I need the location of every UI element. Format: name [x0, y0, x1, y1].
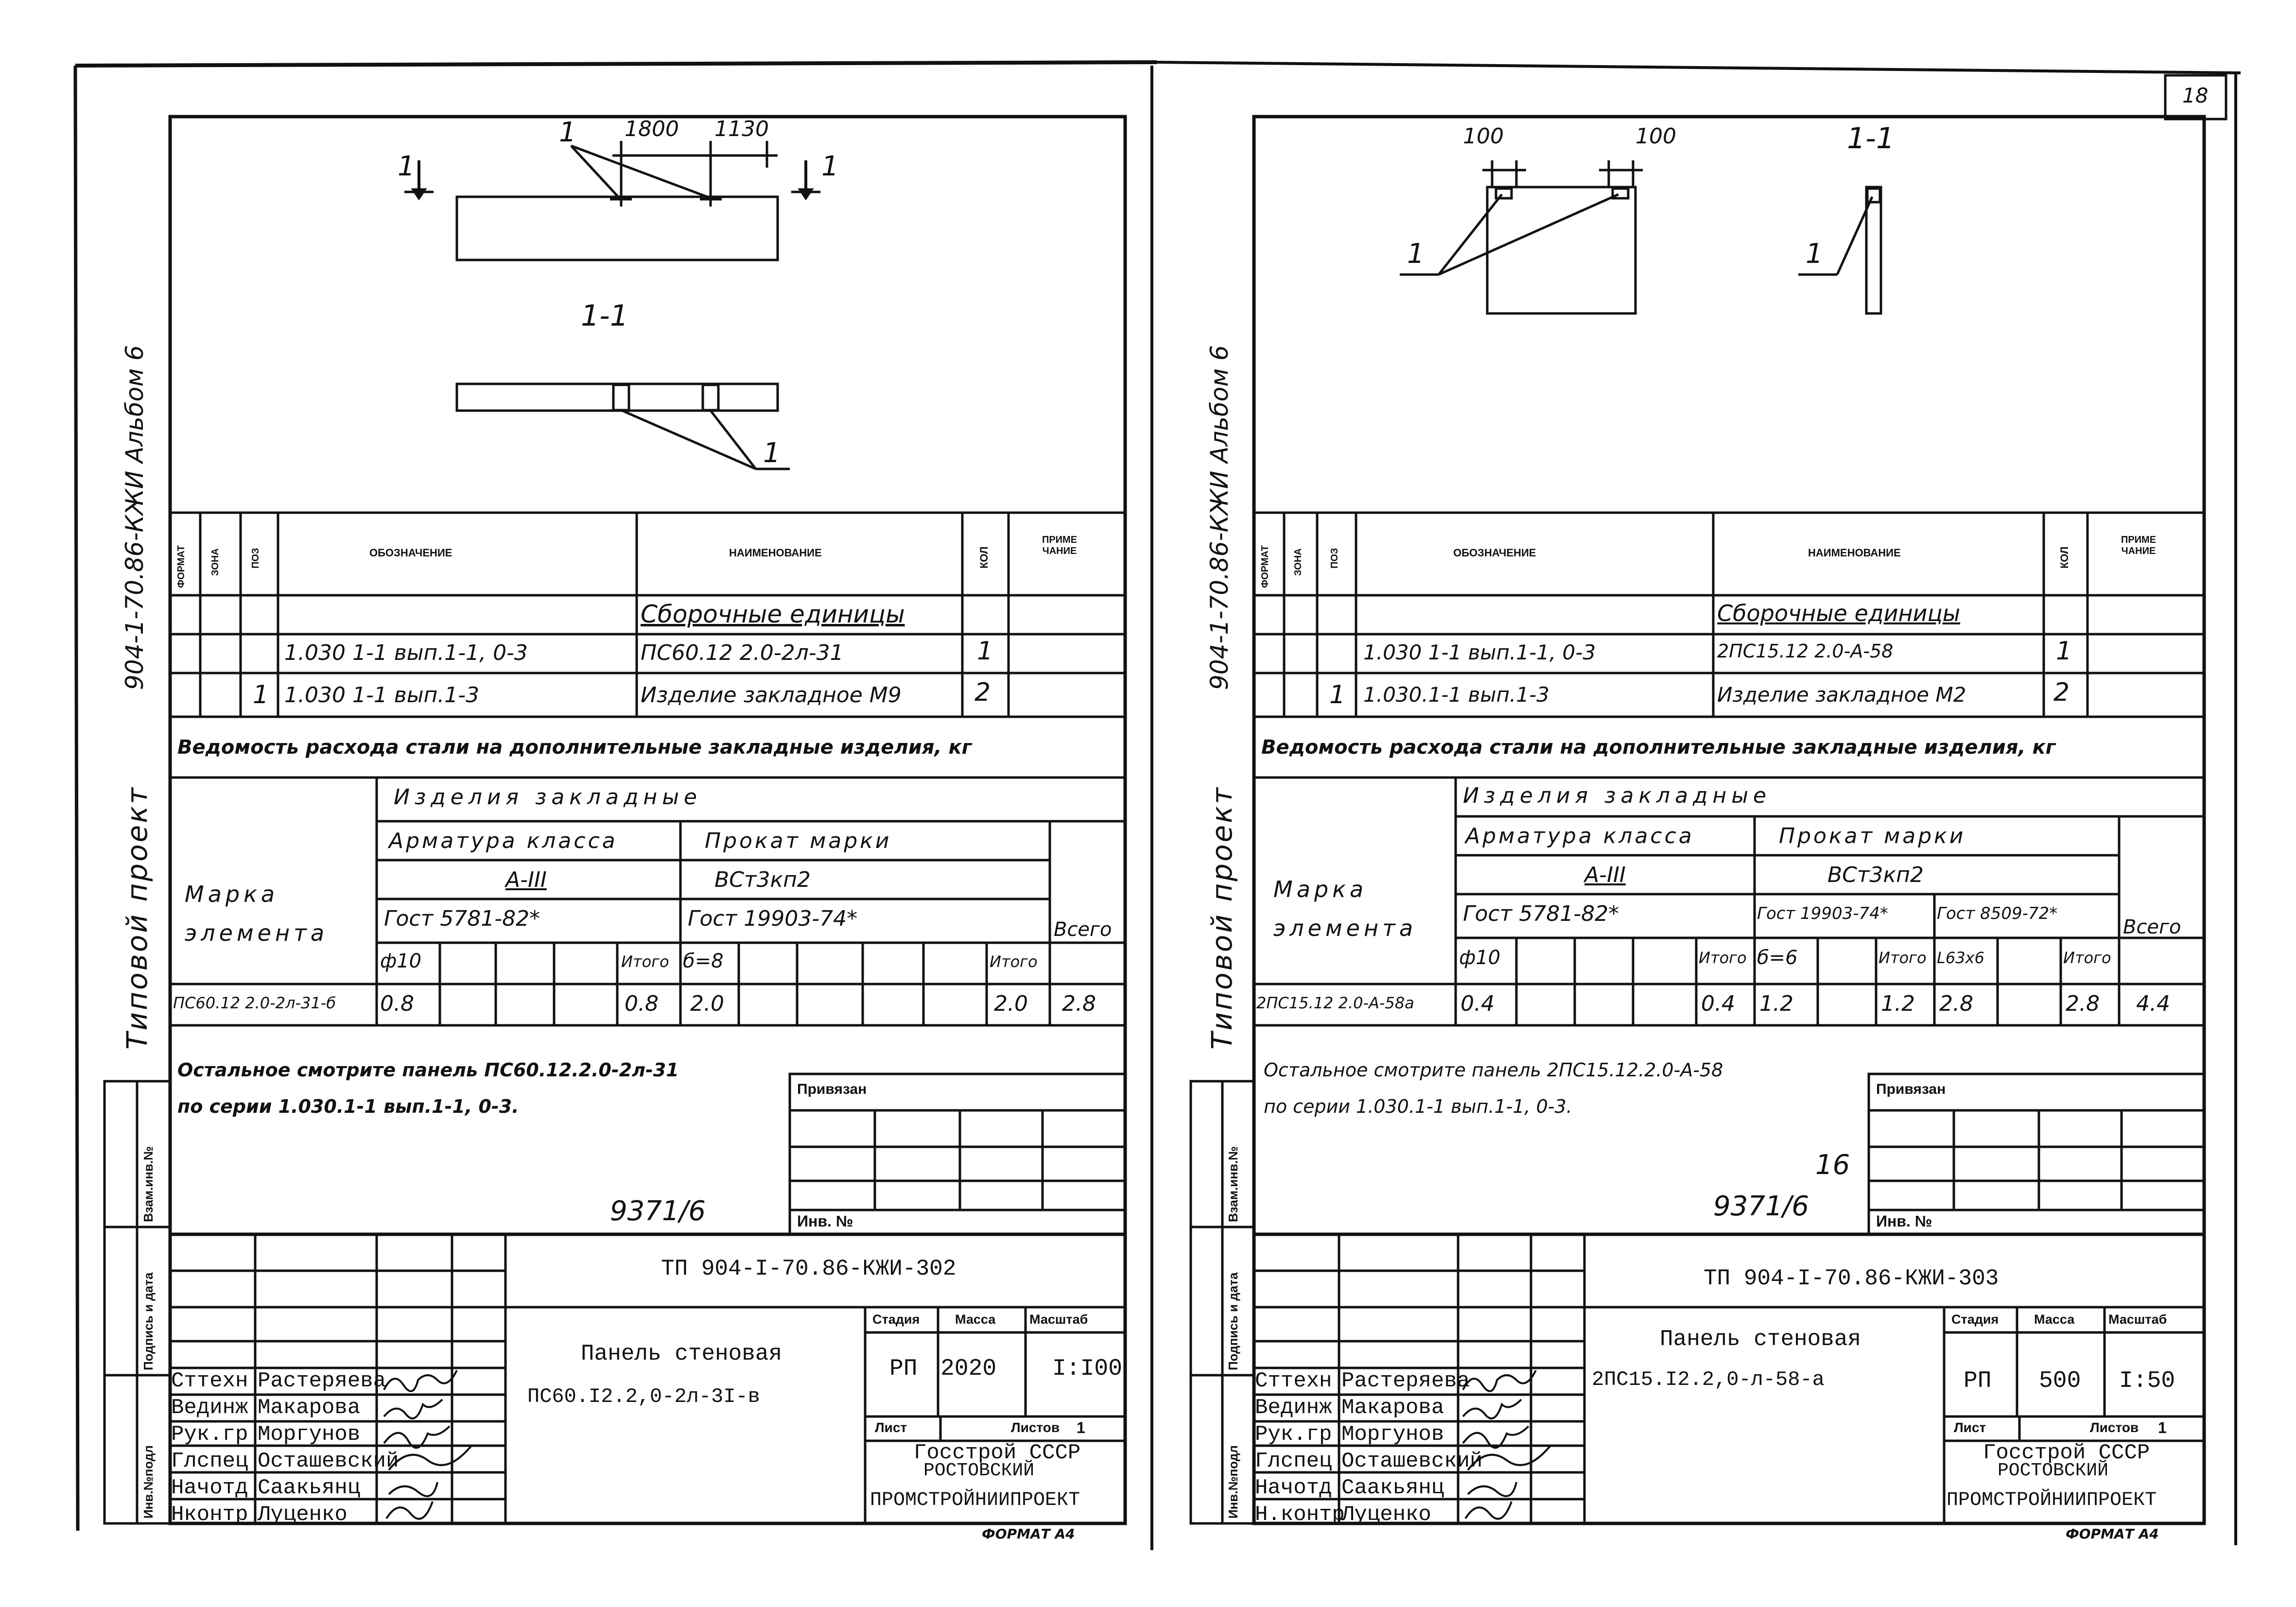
sheets-count-label: Листов: [1011, 1420, 1060, 1435]
extra-number: 16: [1815, 1149, 1850, 1181]
name: Луценко: [258, 1503, 348, 1527]
steel-mark-label: Марка элемента: [1273, 876, 1417, 941]
sheets-count: 1: [2158, 1419, 2167, 1436]
note-line-2: по серии 1.030.1-1 вып.1-1, 0-3.: [1264, 1096, 1572, 1117]
steel-sub-header: L63х6: [1937, 949, 1984, 967]
scale-header: Масштаб: [1029, 1312, 1088, 1327]
name: Осташевский: [1341, 1449, 1483, 1473]
name: Моргунов: [1341, 1422, 1444, 1447]
section-mark-right: 1: [821, 151, 839, 182]
steel-row-total: 2.8: [1062, 991, 1096, 1016]
spec-row-qty: 2: [974, 678, 991, 707]
spec-header-qty: КОЛ: [2058, 546, 2070, 569]
name: Осташевский: [258, 1449, 399, 1473]
steel-sub-header: Итого: [1879, 949, 1927, 967]
steel-row-mark: ПС60.12 2.0-2л-31-б: [173, 994, 336, 1012]
role: Н.контр: [1255, 1503, 1345, 1527]
steel-sub-header: б=8: [683, 950, 724, 972]
role: Рук.гр: [1255, 1422, 1332, 1447]
scale-value: I:50: [2119, 1368, 2175, 1394]
steel-rolled-label: Прокат марки: [705, 829, 892, 853]
role: Сттехн: [171, 1369, 248, 1393]
role: Глспец: [171, 1449, 248, 1473]
steel-row-value: 1.2: [1881, 991, 1915, 1016]
spec-row-pos: 1: [253, 680, 269, 709]
mass-header: Масса: [955, 1312, 996, 1327]
callout-elevation: 1: [559, 117, 576, 148]
sheet-label: Лист: [1954, 1420, 1986, 1435]
role: Глспец: [1255, 1449, 1332, 1473]
steel-rolled-grade: ВСт3кп2: [1827, 863, 1924, 887]
steel-row-total: 4.4: [2136, 991, 2170, 1016]
steel-sub-header: ф10: [1459, 947, 1501, 969]
product-mark: ПС60.I2.2,0-2л-3I-в: [527, 1385, 760, 1408]
steel-armature-class: А-III: [1584, 863, 1626, 887]
personnel-names: [1341, 1368, 1482, 1528]
section-title: 1-1: [581, 299, 628, 333]
steel-armature-gost: Гост 5781-82*: [384, 906, 540, 931]
spec-row-qty: 1: [2056, 637, 2072, 666]
org-line-3: ПРОМСТРОЙНИИПРОЕКТ: [1947, 1489, 2157, 1511]
bound-label: Привязан: [1876, 1081, 1946, 1097]
product-title: Панель стеновая: [581, 1341, 783, 1366]
personnel-roles: [1255, 1368, 1345, 1528]
role: Рук.гр: [171, 1422, 248, 1447]
steel-row-value: 2.0: [994, 991, 1028, 1016]
steel-total-label: Всего: [2123, 916, 2181, 938]
archive-number: 9371/6: [610, 1195, 706, 1227]
steel-rolled-grade: ВСт3кп2: [714, 867, 811, 892]
steel-row-value: 2.8: [1939, 991, 1973, 1016]
org-line-2: РОСТОВСКИЙ: [923, 1460, 1035, 1481]
org-line-1: Госстрой СССР: [914, 1441, 1081, 1465]
name: Макарова: [258, 1396, 361, 1420]
spec-header-name: НАИМЕНОВАНИЕ: [729, 547, 822, 559]
side-strip-label-replace: Взам.инв.№: [1226, 1146, 1240, 1222]
stage-value: РП: [889, 1356, 918, 1382]
steel-statement-title: Ведомость расхода стали на дополнительные закладные изделия, кг: [1261, 736, 2056, 759]
spec-row-qty: 1: [977, 637, 993, 666]
spec-header-designation: ОБОЗНАЧЕНИЕ: [369, 547, 452, 559]
spec-header-zone: ЗОНА: [210, 548, 221, 576]
dimension-1130: 1130: [714, 117, 769, 141]
steel-sub-header: Итого: [1699, 949, 1747, 967]
callout-elevation: 1: [1407, 238, 1425, 270]
personnel-roles: [171, 1368, 248, 1528]
side-project-label: Типовой проект: [121, 785, 154, 1050]
steel-sub-header: б=6: [1757, 947, 1798, 969]
side-strip-label-sign: Подпись и дата: [141, 1272, 156, 1370]
side-album-label: 904-1-70.86-КЖИ Альбом 6: [1205, 345, 1234, 690]
steel-rolled-gost-2: Гост 8509-72*: [1937, 904, 2058, 923]
note-line-1: Остальное смотрите панель ПС60.12.2.0-2л-31: [177, 1059, 679, 1081]
spec-header-format: ФОРМАТ: [1260, 545, 1270, 588]
side-project-label: Типовой проект: [1205, 785, 1238, 1050]
steel-rolled-gost: Гост 19903-74*: [1757, 904, 1888, 923]
steel-row-value: 0.8: [625, 991, 659, 1016]
format-label: ФОРМАТ А4: [2066, 1526, 2159, 1542]
steel-sub-header: Итого: [990, 952, 1038, 971]
product-mark: 2ПС15.I2.2,0-л-58-а: [1592, 1368, 1825, 1391]
stage-value: РП: [1964, 1368, 1992, 1394]
name: Саакьянц: [258, 1476, 361, 1500]
name: Саакьянц: [1341, 1476, 1444, 1500]
spec-header-format: ФОРМАТ: [176, 545, 187, 588]
spec-row-name: Изделие закладное М9: [641, 683, 902, 708]
side-strip-label-inv: Инв.№подл: [141, 1445, 156, 1519]
callout-section: 1: [1806, 238, 1823, 270]
spec-row-designation: 1.030.1-1 вып.1-3: [1363, 683, 1549, 707]
name: Растеряева: [258, 1369, 386, 1393]
spec-row-designation: 1.030 1-1 вып.1-1, 0-3: [1363, 640, 1596, 664]
sheets-count-label: Листов: [2090, 1420, 2139, 1435]
steel-mark-label: Марка элемента: [185, 881, 329, 946]
stage-header: Стадия: [1951, 1312, 1999, 1327]
dimension-100-right: 100: [1635, 124, 1676, 149]
steel-armature-gost: Гост 5781-82*: [1463, 901, 1619, 926]
note-line-1: Остальное смотрите панель 2ПС15.12.2.0-А-58: [1264, 1059, 1723, 1081]
spec-header-designation: ОБОЗНАЧЕНИЕ: [1453, 547, 1536, 559]
name: Макарова: [1341, 1396, 1444, 1420]
steel-rolled-label: Прокат марки: [1779, 824, 1966, 848]
sheet-label: Лист: [875, 1420, 907, 1435]
product-title: Панель стеновая: [1660, 1327, 1861, 1352]
dimension-100-left: 100: [1463, 124, 1504, 149]
spec-row-designation: 1.030 1-1 вып.1-1, 0-3: [284, 640, 528, 665]
section-mark-left: 1: [398, 151, 415, 182]
mass-value: 500: [2039, 1368, 2081, 1394]
callout-section: 1: [763, 437, 781, 469]
steel-sub-header: ф10: [380, 950, 422, 972]
role: Начотд: [1255, 1476, 1332, 1500]
steel-row-value: 0.8: [380, 991, 414, 1016]
spec-header-pos: ПОЗ: [250, 548, 261, 569]
spec-row-pos: 1: [1329, 680, 1346, 709]
side-strip-label-inv: Инв.№подл: [1226, 1445, 1240, 1519]
steel-armature-label: Арматура класса: [389, 829, 618, 853]
document-code: ТП 904-I-70.86-КЖИ-302: [661, 1256, 957, 1281]
inventory-label: Инв. №: [797, 1212, 853, 1230]
role: Нконтр: [171, 1503, 248, 1527]
section-title: 1-1: [1847, 121, 1895, 156]
steel-sub-header: Итого: [621, 952, 669, 971]
steel-row-value: 0.4: [1701, 991, 1735, 1016]
spec-row-name: 2ПС15.12 2.0-А-58: [1717, 640, 1894, 662]
mass-value: 2020: [940, 1356, 997, 1382]
role: Вединж: [1255, 1396, 1332, 1420]
org-line-3: ПРОМСТРОЙНИИПРОЕКТ: [870, 1489, 1080, 1511]
steel-statement-title: Ведомость расхода стали на дополнительные закладные изделия, кг: [177, 736, 972, 759]
scale-header: Масштаб: [2108, 1312, 2167, 1327]
org-line-1: Госстрой СССР: [1983, 1441, 2150, 1465]
name: Луценко: [1341, 1503, 1431, 1527]
spec-header-note: ПРИМЕ ЧАНИЕ: [2121, 535, 2157, 556]
spec-header-qty: КОЛ: [978, 546, 990, 569]
sheets-count: 1: [1077, 1419, 1085, 1436]
spec-row-name: Изделие закладное М2: [1717, 683, 1966, 707]
spec-header-note: ПРИМЕ ЧАНИЕ: [1042, 535, 1078, 556]
stage-header: Стадия: [872, 1312, 920, 1327]
archive-number: 9371/6: [1713, 1191, 1809, 1222]
side-strip-label-replace: Взам.инв.№: [141, 1146, 156, 1222]
steel-row-value: 2.0: [690, 991, 724, 1016]
name: Моргунов: [258, 1422, 361, 1447]
steel-row-value: 2.8: [2066, 991, 2100, 1016]
role: Сттехн: [1255, 1369, 1332, 1393]
spec-header-name: НАИМЕНОВАНИЕ: [1808, 547, 1901, 559]
name: Растеряева: [1341, 1369, 1470, 1393]
spec-row-name: ПС60.12 2.0-2л-31: [641, 640, 844, 665]
document-code: ТП 904-I-70.86-КЖИ-303: [1704, 1266, 1999, 1291]
inventory-label: Инв. №: [1876, 1212, 1932, 1230]
page-number: 18: [2182, 84, 2209, 107]
steel-sub-header: Итого: [2063, 949, 2111, 967]
steel-row-value: 0.4: [1461, 991, 1495, 1016]
steel-armature-label: Арматура класса: [1465, 824, 1694, 848]
spec-row-designation: 1.030 1-1 вып.1-3: [284, 683, 480, 708]
steel-row-mark: 2ПС15.12 2.0-А-58а: [1256, 994, 1414, 1012]
side-strip-label-sign: Подпись и дата: [1226, 1272, 1240, 1370]
spec-header-zone: ЗОНА: [1293, 548, 1304, 576]
spec-header-pos: ПОЗ: [1329, 548, 1340, 569]
scale-value: I:I00: [1052, 1356, 1123, 1382]
steel-row-value: 1.2: [1759, 991, 1793, 1016]
spec-section-title: Сборочные единицы: [1717, 600, 1961, 626]
side-album-label: 904-1-70.86-КЖИ Альбом 6: [121, 345, 149, 690]
mass-header: Масса: [2034, 1312, 2075, 1327]
dimension-1800: 1800: [625, 117, 679, 141]
personnel-names: [258, 1368, 399, 1528]
role: Вединж: [171, 1396, 248, 1420]
bound-label: Привязан: [797, 1081, 867, 1097]
steel-total-label: Всего: [1054, 918, 1112, 941]
steel-group-label: Изделия закладные: [394, 785, 702, 810]
steel-armature-class: А-III: [505, 867, 547, 892]
org-line-2: РОСТОВСКИЙ: [1998, 1460, 2109, 1481]
spec-row-qty: 2: [2053, 678, 2070, 707]
spec-section-title: Сборочные единицы: [641, 600, 905, 628]
role: Начотд: [171, 1476, 248, 1500]
note-line-2: по серии 1.030.1-1 вып.1-1, 0-3.: [177, 1096, 519, 1117]
steel-group-label: Изделия закладные: [1463, 783, 1771, 808]
format-label: ФОРМАТ А4: [982, 1526, 1075, 1542]
steel-rolled-gost: Гост 19903-74*: [688, 906, 858, 931]
